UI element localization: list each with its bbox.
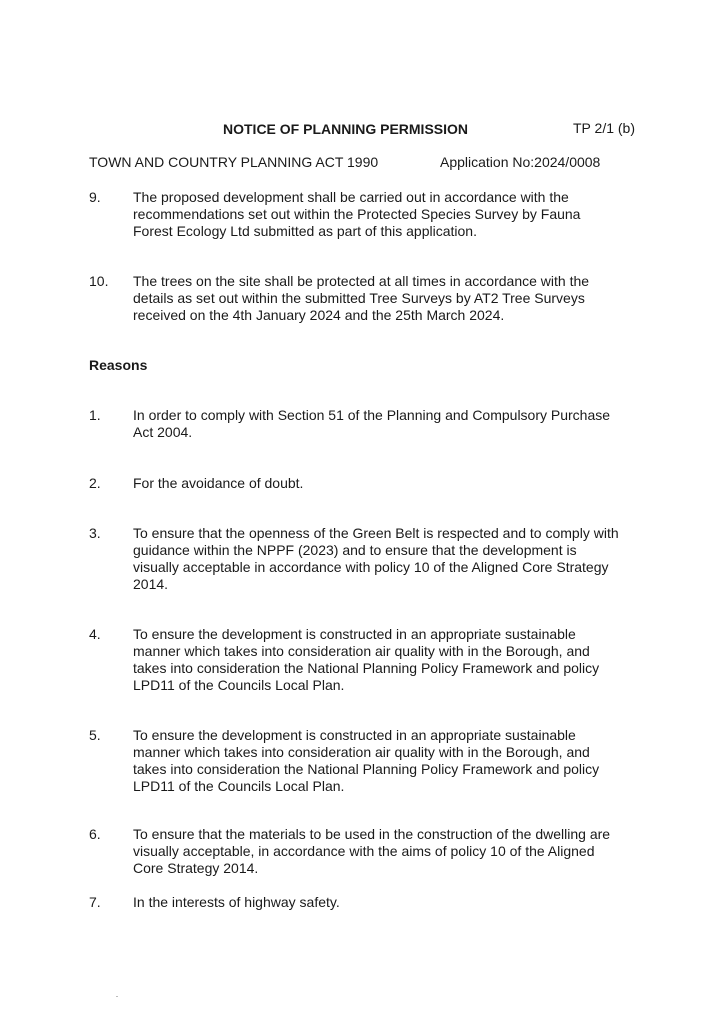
- reason-text: [133, 407, 653, 441]
- condition-text: [133, 273, 653, 324]
- text-line: LPD11 of the Councils Local Plan.: [133, 778, 345, 794]
- text-line: manner which takes into consideration air quality with in the Borough, and: [133, 744, 590, 760]
- text-line: The trees on the site shall be protected at all times in accordance with the: [133, 273, 590, 289]
- text-line: In the interests of highway safety.: [133, 894, 340, 910]
- text-line: To ensure that the materials to be used in the construction of the dwelling are: [133, 826, 611, 842]
- form-reference: TP 2/1 (b): [573, 120, 635, 136]
- condition-number: 9.: [89, 189, 101, 205]
- text-line: manner which takes into consideration air quality with in the Borough, and: [133, 643, 590, 659]
- reason-number: 1.: [89, 407, 101, 423]
- text-line: LPD11 of the Councils Local Plan.: [133, 677, 345, 693]
- reason-number: 4.: [89, 626, 101, 642]
- reason-text: [133, 826, 653, 877]
- notice-title: NOTICE OF PLANNING PERMISSION: [223, 121, 469, 137]
- reason-text: [133, 727, 653, 795]
- text-line: takes into consideration the National Planning Policy Framework and policy: [133, 660, 600, 676]
- application-number: Application No:2024/0008: [440, 154, 601, 170]
- reason-number: 3.: [89, 525, 101, 541]
- condition-number: 10.: [89, 273, 109, 289]
- reason-number: 2.: [89, 475, 101, 491]
- act-title: TOWN AND COUNTRY PLANNING ACT 1990: [89, 154, 379, 170]
- reason-number: 6.: [89, 826, 101, 842]
- reason-text: [133, 626, 653, 694]
- text-line: In order to comply with Section 51 of the Planning and Compulsory Purchase: [133, 407, 611, 423]
- text-line: The proposed development shall be carried out in accordance with the: [133, 189, 569, 205]
- text-line: recommendations set out within the Protected Species Survey by Fauna: [133, 206, 581, 222]
- text-line: Act 2004.: [133, 424, 193, 440]
- text-line: Core Strategy 2014.: [133, 860, 259, 876]
- reason-text: [133, 894, 653, 911]
- text-line: received on the 4th January 2024 and the 25th March 2024.: [133, 307, 505, 323]
- text-line: visually acceptable, in accordance with the aims of policy 10 of the Aligned: [133, 843, 595, 859]
- reasons-heading: Reasons: [89, 357, 148, 373]
- reason-text: [133, 525, 653, 593]
- reason-text: [133, 475, 653, 492]
- text-line: For the avoidance of doubt.: [133, 475, 304, 491]
- text-line: To ensure the development is constructed in an appropriate sustainable: [133, 626, 576, 642]
- text-line: visually acceptable in accordance with policy 10 of the Aligned Core Strategy: [133, 559, 609, 575]
- scan-speck: [116, 996, 118, 997]
- text-line: 2014.: [133, 576, 169, 592]
- condition-text: [133, 189, 653, 240]
- text-line: takes into consideration the National Planning Policy Framework and policy: [133, 761, 600, 777]
- text-line: details as set out within the submitted Tree Surveys by AT2 Tree Surveys: [133, 290, 585, 306]
- reason-number: 5.: [89, 727, 101, 743]
- text-line: To ensure that the openness of the Green Belt is respected and to comply with: [133, 525, 619, 541]
- text-line: To ensure the development is constructed in an appropriate sustainable: [133, 727, 576, 743]
- text-line: Forest Ecology Ltd submitted as part of this application.: [133, 223, 477, 239]
- text-line: guidance within the NPPF (2023) and to ensure that the development is: [133, 542, 577, 558]
- reason-number: 7.: [89, 894, 101, 910]
